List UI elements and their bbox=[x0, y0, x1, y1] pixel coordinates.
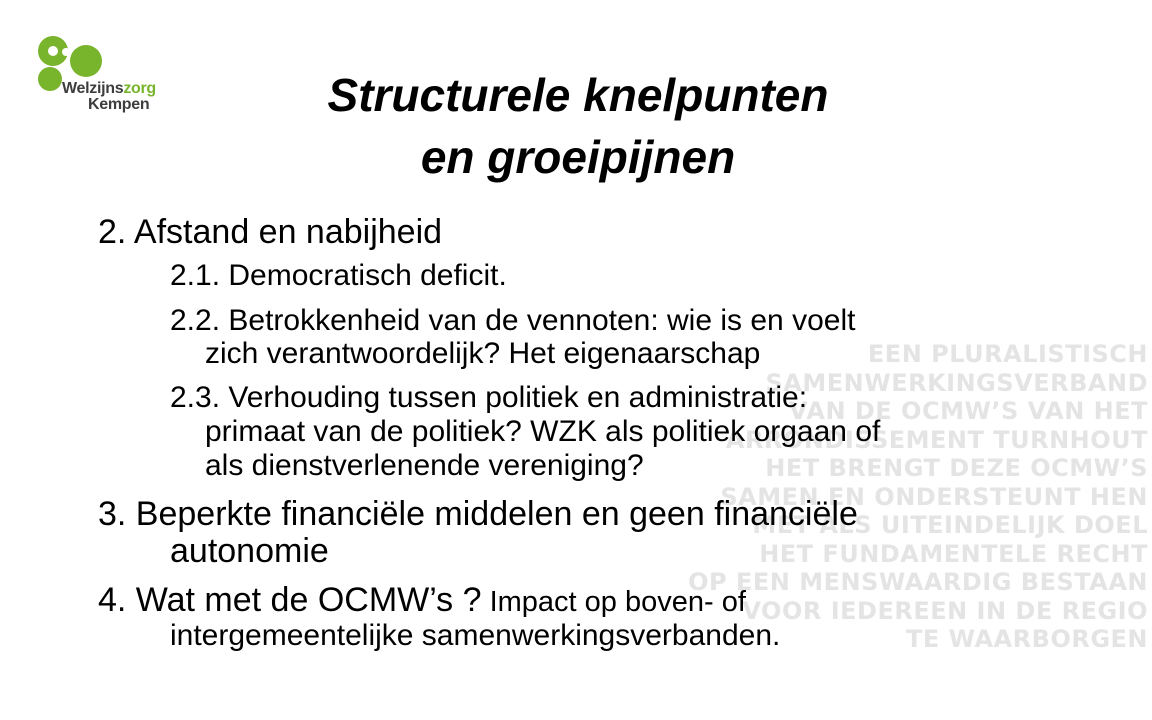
list-item-2-2-line1: 2.2. Betrokkenheid van de vennoten: wie is en voelt bbox=[170, 304, 856, 337]
logo-name-line2: Kempen bbox=[88, 96, 150, 113]
list-item-3-line1: 3. Beperkte financiële middelen en geen financiële bbox=[98, 495, 858, 533]
list-item-4-line2: intergemeentelijke samenwerkingsverbanden. bbox=[170, 619, 781, 652]
watermark-line: HET BRENGT DEZE OCMW’S bbox=[765, 454, 1148, 482]
list-item-4-main: 4. Wat met de OCMW’s ? bbox=[98, 581, 482, 619]
watermark-line: SAMENWERKINGSVERBAND bbox=[765, 368, 1148, 397]
title-line2: en groeipijnen bbox=[420, 131, 736, 183]
list-item-2-2-line2: zich verantwoordelijk? Het eigenaarschap bbox=[205, 337, 761, 370]
watermark-line: MET ALS UITEINDELIJK DOEL bbox=[752, 511, 1148, 539]
watermark-line: SAMEN EN ONDERSTEUNT HEN bbox=[720, 482, 1148, 511]
watermark-line: TE WAARBORGEN bbox=[906, 625, 1148, 653]
watermark-line: VOOR IEDEREEN IN DE REGIO bbox=[742, 596, 1148, 625]
watermark-line: EEN PLURALISTISCH bbox=[867, 340, 1148, 368]
list-item-2-3-line3: als dienstverlenende vereniging? bbox=[205, 449, 644, 482]
watermark-line: HET FUNDAMENTELE RECHT bbox=[759, 539, 1148, 568]
list-item-4-small: Impact op boven- of bbox=[481, 586, 746, 618]
list-item-2-1: 2.1. Democratisch deficit. bbox=[170, 259, 507, 292]
title-line1: Structurele knelpunten bbox=[327, 69, 829, 121]
watermark-line: VAN DE OCMW’S VAN HET bbox=[788, 397, 1148, 425]
list-item-2-3-line2: primaat van de politiek? WZK als politiek orgaan of bbox=[205, 415, 881, 448]
list-item-2-3-line1: 2.3. Verhouding tussen politiek en administratie: bbox=[170, 381, 808, 414]
list-item-3-line2: autonomie bbox=[170, 532, 329, 570]
watermark-line: OP EEN MENSWAARDIG BESTAAN bbox=[688, 568, 1148, 596]
list-item-4-line1 bbox=[98, 582, 746, 620]
watermark-line: ARRONDISSEMENT TURNHOUT bbox=[725, 425, 1148, 454]
list-item-2: 2. Afstand en nabijheid bbox=[98, 213, 443, 251]
logo-name-part1: Welzijns bbox=[62, 80, 124, 97]
logo-name-part2: zorg bbox=[123, 80, 156, 97]
